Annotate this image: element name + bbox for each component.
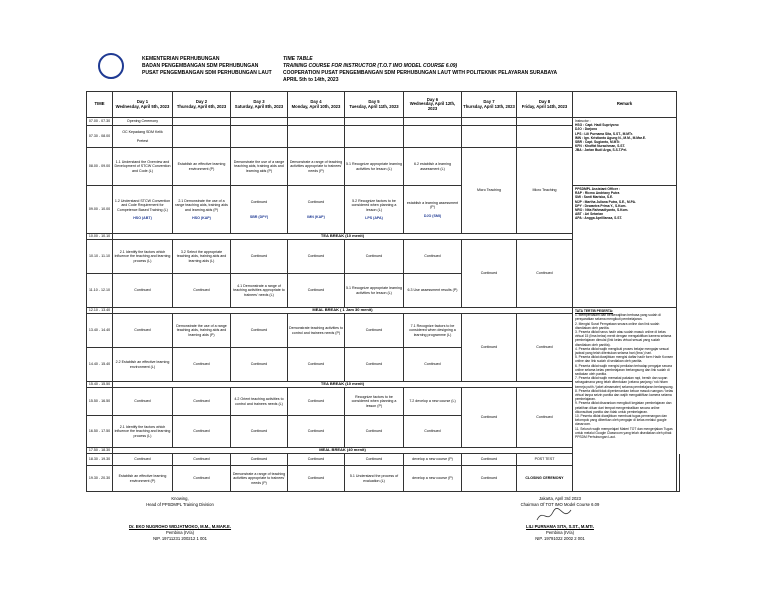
org-name-1: KEMENTERIAN PERHUBUNGAN <box>142 56 220 62</box>
date-range: APRIL 5th to 14th, 2023 <box>283 77 339 83</box>
day-label: Day 2 <box>195 99 208 105</box>
instructor-code: SBR (DPY) <box>249 214 269 219</box>
session-cell: 7.1 Recognize factors to be considered when designing a learning programme (L) <box>404 314 462 348</box>
session-cell: Continued <box>345 416 404 448</box>
org-name-2: BADAN PENGEMBANGAN SDM PERHUBUNGAN <box>142 63 259 69</box>
session-cell: Continued <box>231 240 288 274</box>
rule-item: 4. Peserta diklat wajib mengikuti proses belajar mengajar sesuai jadwal yang telah ditentukan selama hari (lima ) hari. <box>575 346 669 356</box>
day-label: Day 1 <box>136 99 149 105</box>
day-date: Thursday, April 6th, 2023 <box>176 103 227 109</box>
session-cell: Demonstrate the use of a range teaching aids, training aids and learning aids (P) <box>173 314 231 348</box>
right-signer-name: LILI PURNAMA SITA, S.ST., M.MTr. <box>526 524 594 529</box>
session-cell: Continued <box>288 348 345 382</box>
session-cell: Micro Teaching <box>462 148 517 234</box>
session-cell: Continued <box>345 314 404 348</box>
time-cell: 16.50 - 17.50 <box>87 416 113 448</box>
rule-item: 1. Memperdalam dan berkewajiban berbasa yang sudah di persyaratkan selama mengikuti pembelajaran. <box>575 313 661 322</box>
day-date: Tuesday, April 11th, 2023 <box>349 103 399 109</box>
instructor-code: LPS (APA) <box>365 215 383 220</box>
session-cell: 5.1 Recognize appropriate learning activities for lesson (L) <box>345 148 404 186</box>
time-cell: 15.40 - 15.50 <box>87 382 113 388</box>
instructor-title: Instructor : <box>575 119 591 123</box>
assistant-list <box>573 186 677 308</box>
session-cell <box>173 186 231 234</box>
day-label: Day 3 <box>253 99 265 105</box>
assistant-entry: ABT : Ari Setarian <box>575 212 604 217</box>
session-cell: 7.2 develop a new course (L) <box>404 388 462 416</box>
rule-item: 11. Seluruh wajib mempelajari Materi TOT dan mengerjakan Tugas untuk melalui Google Classroom yang telah disediakan oleh pihak PPSDM Perhubungan Laut. <box>575 426 673 440</box>
session-cell: 5.1 Recognize appropriate learning activities for lesson (L) <box>345 274 404 308</box>
tea-break: TEA BREAK (10 menit) <box>113 234 573 240</box>
session-cell: Continued <box>404 348 462 382</box>
time-cell: 17.50 - 18.30 <box>87 448 113 454</box>
time-cell: 18.30 - 19.30 <box>87 454 113 466</box>
day-header <box>173 92 231 118</box>
assistant-entry: APA : Angga Aprilliansa, S.ST. <box>575 216 623 221</box>
session-cell: Continued <box>231 416 288 448</box>
session-cell <box>345 186 404 234</box>
session-cell: Continued <box>345 454 404 466</box>
session-cell: Demonstrate a range of teaching activities appropriate to trainees' needs (P) <box>288 148 345 186</box>
session-cell: 5.1 Understand the process of evaluation (L) <box>345 466 404 492</box>
rule-item: 10. Peserta diklat diwajibkan membuat tugas pemenangan dan kelompok yang diberikan oleh pengajar di kelas melalui google classroom. <box>575 414 668 427</box>
instructor-entry: DJO : Darjono <box>575 127 598 132</box>
meal-break: MEAL BREAK ( 1 Jam 30 menit) <box>113 308 573 314</box>
day-header <box>231 92 288 118</box>
session-cell <box>113 186 173 234</box>
day-label: Day 4 <box>310 99 322 105</box>
day-date: Thursday, April 13th, 2023 <box>463 103 515 109</box>
session-cell: Establish an effective learning environment (P) <box>173 148 231 186</box>
session-cell: Continued <box>173 454 231 466</box>
session-text: establish a learning assessment (P) <box>406 201 459 210</box>
session-cell: POST TEST <box>517 454 573 466</box>
time-cell: 10.00 - 10.10 <box>87 234 113 240</box>
remark-header: Remark <box>573 92 677 118</box>
session-cell: Continued <box>231 314 288 348</box>
signature-icon <box>100 508 260 524</box>
session-cell: Recognize factors to be considered when planning a lesson (P) <box>345 388 404 416</box>
session-cell: develop a new course (P) <box>404 466 462 492</box>
day-header <box>517 92 573 118</box>
rule-item: 2. Mengisi Surat Pernyataan secara online dan link sudah disediakan oleh panitia. <box>575 321 660 330</box>
time-cell: 12.10 - 13.40 <box>87 308 113 314</box>
title-block <box>283 56 557 84</box>
session-cell <box>404 186 462 234</box>
session-cell: Continued <box>288 388 345 416</box>
session-cell: Continued <box>288 274 345 308</box>
session-cell: Continued <box>345 348 404 382</box>
time-cell: 13.40 - 14.40 <box>87 314 113 348</box>
rule-item: 9. Peserta diklat disarankan mengikuti kegiatan pembelajaran dan pelatihan diluar dari tempat mengembalikan secara online dikonsultasi panitia dan tidak untuk pembelajaran. <box>575 401 672 414</box>
course-title: TRAINING COURSE FOR INSTRUCTOR (T.O.T IMO MODEL COURSE 6.09) <box>283 63 458 69</box>
session-cell: Demonstrate a range of teaching activities appropriate to trainees' needs (P) <box>231 466 288 492</box>
timetable <box>86 91 680 492</box>
time-cell: 07.00 - 07.30 <box>87 118 113 126</box>
instructor-entry: KFN : Khoffat Nurachman, S.ST. <box>575 144 626 149</box>
session-cell: Continued <box>462 314 517 382</box>
place-date: Jakarta, April 3rd 2023 <box>539 496 581 501</box>
session-cell: Continued <box>173 416 231 448</box>
right-signer-rank: Pembina (IV/a) <box>546 530 574 535</box>
session-cell: Continued <box>173 348 231 382</box>
instructor-entry: SBR : Capt. Sugianto, M.MTr. <box>575 140 621 145</box>
right-position: Chairman Of TOT IMO Model Course 6.09 <box>520 502 600 507</box>
session-cell <box>288 186 345 234</box>
time-cell: 08.00 - 09.00 <box>87 148 113 186</box>
assistant-entry: DPY : Dewantra Prima Y., S.Kom. <box>575 203 627 208</box>
session-text: OC Kepadang SDM Kelik <box>122 130 163 135</box>
session-cell: Continued <box>231 454 288 466</box>
session-cell: 4.2 Orient teaching activities to control and trainees needs (L) <box>231 388 288 416</box>
left-signer-rank: Pembina (IV/a) <box>166 530 194 535</box>
instructor-code: IMN (KAP) <box>307 214 325 219</box>
session-cell: Continued <box>173 388 231 416</box>
session-text: 5.2 Recognize factors to be considered when planning a lesson (L) <box>351 199 397 212</box>
assistant-entry: SMI : Santi Mariska, S.E. <box>575 195 614 200</box>
ministry-logo-icon <box>98 53 124 79</box>
session-cell: Continued <box>288 466 345 492</box>
day-date: Wednesday, April 5th, 2023 <box>115 103 170 109</box>
day-header <box>404 92 462 118</box>
session-cell: Continued <box>113 314 173 348</box>
cooperation-title: COOPERATION PUSAT PENGEMBANGAN SDM PERHUBUNGAN LAUT WITH POLITEKNIK PELAYARAN SURABAYA <box>283 70 558 76</box>
rules-title: TATA TERTIB PESERTA: <box>575 309 614 313</box>
session-cell: Continued <box>288 454 345 466</box>
session-cell: Continued <box>462 454 517 466</box>
session-text: Continued <box>250 200 268 205</box>
day-date: Friday, April 14th, 2023 <box>521 103 568 109</box>
session-cell: 6.2 establish a learning assessment (L) <box>404 148 462 186</box>
session-cell: Continued <box>462 240 517 308</box>
session-text: 2.1 Demonstrate the use of a range teaching aids, training aids and learning aids (P) <box>175 199 228 212</box>
session-cell: Continued <box>173 466 231 492</box>
instructor-code: HSO (KAP) <box>192 215 211 220</box>
session-cell: Continued <box>462 388 517 448</box>
session-cell: 4.1 Demonstrate a range of teaching activities appropriate to trainees' needs (L) <box>231 274 288 308</box>
session-cell: 2.1 Identify the factors which influence the teaching and learning process (L) <box>113 240 173 274</box>
rule-item: 3. Peserta diklat harus hadir atau sudah masuk online di kelas virtual 15 (lima belas) menit dengan mengaktifkan kamera selama pembelajaran dimulai (link kelas virtual sesuai yang sudah disediakan oleh panitia). <box>575 330 672 347</box>
assistant-title: PPSDMPL Assistant Officer : <box>575 187 621 191</box>
time-cell: 10.10 - 11.10 <box>87 240 113 274</box>
instructor-entry: LPS : Lili Purnama Sita, S.ST., M.MTr. <box>575 131 633 136</box>
rule-item: 8. Peserta diklat tidak diperkenankan keluar masuk ruangan / kelas virtual tanpa seizin panitia dan wajib mengaktifkan kamera selama pembelajaran. <box>575 388 674 402</box>
session-cell: Continued <box>404 416 462 448</box>
time-cell: 07.30 - 08.00 <box>87 126 113 148</box>
day-label: Day 8 <box>538 99 551 105</box>
right-signer-nip: NIP. 19791022 2002 2 001 <box>535 536 585 541</box>
right-signature <box>495 496 625 542</box>
session-cell: 3.2 Select the appropriate teaching aids, training aids and learning aids (L) <box>173 240 231 274</box>
session-cell: develop a new course (P) <box>404 454 462 466</box>
time-header: TIME <box>87 92 113 118</box>
time-cell: 19.30 - 20.30 <box>87 466 113 492</box>
session-cell: Continued <box>288 416 345 448</box>
left-signer-nip: NIP. 19711231 200212 1 001 <box>153 536 207 541</box>
session-text: 1.2 Understand STCW Convention and Code Requirement for Competence Based Training (L) <box>114 199 171 212</box>
org-name-3: PUSAT PENGEMBANGAN SDM PERHUBUNGAN LAUT <box>142 70 272 76</box>
handwritten-signature-icon <box>535 508 575 524</box>
session-cell: Continued <box>462 466 517 492</box>
rule-item: 6. Peserta diklat wajib mengisi penilaian terhadap pengajar secara online selama kelas pembelajaran berlangsung dan link sudah di sediakan oleh panitia. <box>575 363 672 377</box>
session-cell: Opening Ceremony <box>113 118 173 126</box>
assistant-entry: RAP : Ricmo Andriany Putra <box>575 191 620 196</box>
time-cell: 14.40 - 15.40 <box>87 348 113 382</box>
rule-item: 5. Peserta diklat diwajibkan mengisi daftar hadir form Hadir Konsen online dan link sudah di sediakan oleh panitia. <box>575 355 674 364</box>
signature-icon <box>495 508 625 524</box>
tea-break: TEA BREAK (10 menit) <box>113 382 573 388</box>
session-cell: 6.3 Use assessment results (P) <box>404 274 462 308</box>
session-cell: Continued <box>231 348 288 382</box>
left-signer-name: Dr. EKO NUGROHO WIDJATMOKO, M.M., M.MAR.E. <box>128 524 232 529</box>
instructor-code: DJO (SMI) <box>423 213 442 218</box>
instructor-code: HSO (ABT) <box>133 215 152 220</box>
instructor-entry: JBA : Jarlan Budi Arga, S.S.T.Pel. <box>575 148 628 153</box>
org-block <box>142 56 272 77</box>
session-cell: Demonstrate teaching activities to control and trainees needs (P) <box>288 314 345 348</box>
day-label: Day 7 <box>483 99 495 105</box>
day-date: Wednesday, April 12th, 2023 <box>409 101 456 111</box>
session-cell: 1.1 Understand the Overview and Development of STCW Convention and Code (L) <box>113 148 173 186</box>
session-cell <box>231 186 288 234</box>
rule-item: 7. Peserta diklat wajib memakai pakaian rapi, bersih dan sopan sebagaimana yang telah ditentukan (celana panjang / rok hitam kemeja putih / jaket almamater) selama pembelajaran berlangsung. <box>575 376 674 389</box>
day-header <box>288 92 345 118</box>
session-cell: Continued <box>404 240 462 274</box>
instructor-entry: IMN : Ign. Kristianto Agung N., M.M., M.Mar.E. <box>575 135 646 140</box>
assistant-entry: MJP : Martha Juliana Putra, S.E., M.PA. <box>575 199 636 204</box>
time-cell: 15.50 - 16.50 <box>87 388 113 416</box>
day-label: Day 6 <box>426 97 439 103</box>
instructor-entry: HSO : Capt. Hadi Supriyono <box>575 123 619 128</box>
rules-list <box>573 308 677 492</box>
session-cell: Micro Teaching <box>517 148 573 234</box>
session-cell: Demonstrate the use of a range teaching aids, training aids and learning aids (P) <box>231 148 288 186</box>
session-cell: Continued <box>288 240 345 274</box>
day-label: Day 5 <box>368 99 380 105</box>
meal-break: MEAL BREAK (40 menit) <box>113 448 573 454</box>
session-cell: 2.1 Identify the factors which influence the teaching and learning process (L) <box>113 416 173 448</box>
session-cell: Continued <box>345 240 404 274</box>
left-signature <box>100 496 260 542</box>
doc-title: TIME TABLE <box>283 56 313 62</box>
left-position: Head of PPSDMPL Training Division <box>146 502 214 507</box>
day-date: Monday, April 10th, 2023 <box>291 103 341 109</box>
session-cell: 2.2 Establish an effective learning environment (L) <box>113 348 173 382</box>
session-cell: Continued <box>113 454 173 466</box>
session-cell <box>113 126 173 148</box>
day-date: Saturday, April 8th, 2023 <box>234 103 284 109</box>
assistant-entry: NRO : Nita Rahmadiyanto, S.Kom. <box>575 208 629 213</box>
session-cell: Continued <box>517 314 573 382</box>
session-text: Continued <box>307 200 325 205</box>
session-cell: CLOSING CEREMONY <box>517 466 573 492</box>
session-cell: Continued <box>113 274 173 308</box>
session-cell: Establish an effective learning environment (P) <box>113 466 173 492</box>
time-cell: 09.00 - 10.00 <box>87 186 113 234</box>
knowing-label: Knowing, <box>171 496 189 501</box>
session-text: Pretest <box>136 138 149 143</box>
session-cell: Continued <box>517 388 573 448</box>
session-cell: Continued <box>113 388 173 416</box>
session-cell: Continued <box>173 274 231 308</box>
day-header <box>345 92 404 118</box>
day-header <box>462 92 517 118</box>
session-cell: Continued <box>517 240 573 308</box>
instructor-list <box>573 118 677 186</box>
time-cell: 11.10 - 12.10 <box>87 274 113 308</box>
day-header <box>113 92 173 118</box>
